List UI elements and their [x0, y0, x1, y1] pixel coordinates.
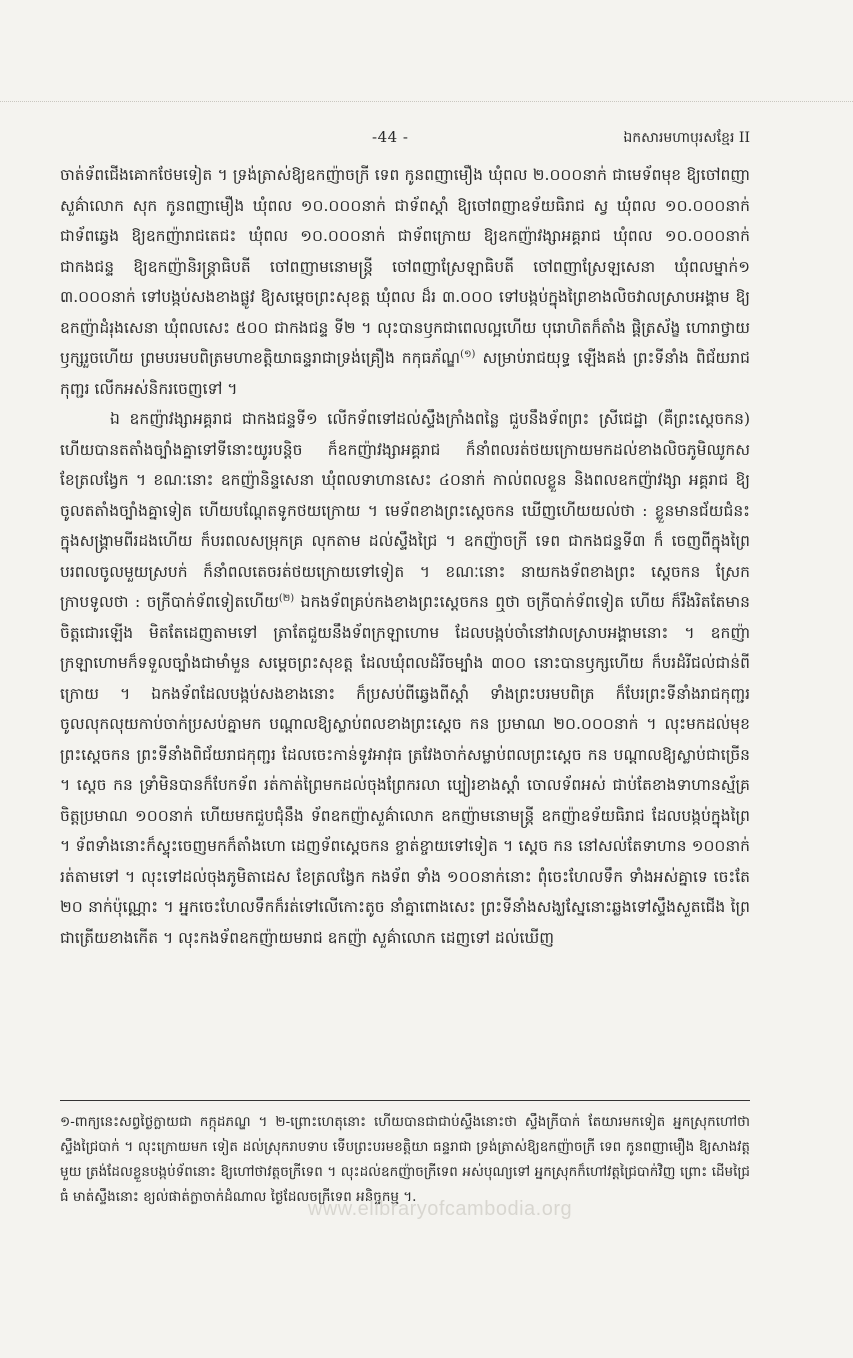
- footnote-ref-1: (១): [460, 348, 476, 360]
- footnote-text: ១-ពាក្យនេះសព្វថ្ងៃក្លាយជា កក្កុដភណ្ឌ ។ ២-ព្រោះហេតុនោះ ហើយបានជាជាប់ស្ទឹងនោះថា ស្ទឹងក្រីបាក់ តែយារមកទៀត អ្នកស្រុកហៅថា ស្ទឹងជ្រៃបាក់ ។ លុះក្រោយមក ទៀត ដល់ស្រុករាបទាប ទើបព្រះបរមខត្តិយា ធន្ទរាជា ទ្រង់ត្រាស់ឱ្យឧកញ៉ាចក្រី ទេព កូនពញាមឿង ឱ្យសាងវត្តមួយ ត្រង់ដែលខ្លួនបង្កប់ទ័ពនោះ ឱ្យហៅថាវត្តចក្រីទេព ។ លុះដល់ឧកញ៉ាចក្រីទេព អស់បុណ្យទៅ អ្នកស្រុកក៏ហៅវត្តជ្រៃបាក់វិញ ព្រោះ ដើមជ្រៃធំ មាត់ស្ទឹងនោះ ខ្យល់ផាត់ក្លាចាក់ដំណាល ថ្ងៃដែលចក្រីទេព អនិច្ចកម្ម ។.: [60, 1114, 750, 1205]
- main-body-text: [60, 160, 750, 953]
- footnotes: [60, 1110, 750, 1210]
- paragraph-1: [60, 160, 750, 404]
- footnote-ref-2: (២): [278, 592, 295, 604]
- paragraph-2-tail: ឯកងទ័ពគ្រប់កងខាងព្រះស្តេចកន ឮថា ចក្រីបាក់ទ័ពទៀត ហើយ ក៏រឹងរិតតែមានចិត្តជោរឡើង មិតតែដេញតាមទៅ ត្រាតែជួយនឹងទ័ពក្រឡាហោម ដែលបង្កប់ចាំនៅវាលស្រាបអង្គាមនោះ ។ ឧកញ៉ាក្រឡាហោមក៏ទទួលច្បាំងជាមាំមួន សម្តេចព្រះសុខត្ត ដែលឃុំពលដំរីចម្បាំង ៣០០ នោះបានឫក្សហើយ ក៏បរដំរីជល់ជាន់ពីក្រោយ ។ ឯកងទ័ពដែលបង្កប់សងខាងនោះ ក៏ប្រសប់ពីឆ្វេងពីស្តាំ ទាំងព្រះបរមបពិត្រ ក៏បែរព្រះទីនាំងរាជកុញ្ជរ ចូលលុកលុយកាប់ចាក់ប្រសប់គ្នាមក បណ្តាលឱ្យស្លាប់ពលខាងព្រះស្តេច កន ប្រមាណ ២០.០០០នាក់ ។ លុះមកដល់មុខព្រះស្តេចកន ព្រះទីនាំងពិជ័យរាជកុញ្ជរ ដែលចេះកាន់ទូវអាវុធ ត្រវែងចាក់សម្លាប់ពលព្រះស្តេច កន បណ្តាលឱ្យស្លាប់ជាច្រើន ។ ស្តេច កន ទ្រាំមិនបានក៏បែកទ័ព រត់កាត់ព្រៃមកដល់ចុងព្រែករលា ប្បៀរខាងស្តាំ ចោលទ័ពអស់ ជាប់តែខាងទាហានស្ម័គ្រចិត្តប្រមាណ ១០០នាក់ ហើយមកជួបជុំនឹង ទ័ពឧកញ៉ាសួគ៌ាលោក ឧកញ៉ាមនោមន្ត្រី ឧកញ៉ាឧទ័យធិរាជ ដែលបង្កប់ក្នុងព្រៃ ។ ទ័ពទាំងនោះក៏ស្ទុះចេញមកក៏តាំងហោ ដេញទ័ពស្តេចកន ខ្ចាត់ខ្ចាយទៅទៀត ។ ស្តេច កន នៅសល់តែទាហាន ១០០នាក់ រត់តាមទៅ ។ លុះទៅដល់ចុងភូមិតាដេស ខែត្រលង្វែក កងទ័ព ទាំង ១០០នាក់នោះ ពុំចេះហែលទឹក ទាំងអស់គ្នាទេ ចេះតែ ២០ នាក់ប៉ុណ្ណោះ ។ អ្នកចេះហែលទឹកក៏រត់ទៅលើកោះតូច នាំគ្នាពោងសេះ ព្រះទីនាំងសង្ឃស្នែនោះឆ្លងទៅស្ទឹងសួតជើង ព្រៃជាត្រើយខាងកើត ។ លុះកងទ័ពឧកញ៉ាយមរាជ ឧកញ៉ា សួគ៌ាលោក ដេញទៅ ដល់ឃើញ: [60, 593, 750, 947]
- paragraph-2-text: ឯ ឧកញ៉ាវង្សាអគ្គរាជ ជាកងជន្ទទី១ លើកទ័ពទៅដល់ស្ទឹងក្រាំងពន្លៃ ជួបនឹងទ័ពព្រះ ស្រីជេដ្ឋា (គឺព្រះស្តេចកន) ហើយបានតតាំងច្បាំងគ្នាទៅទីនោះយូរបន្តិច ក៏ឧកញ៉ាវង្សាអគ្គរាជ ក៏នាំពលរត់ថយក្រោយមកដល់ខាងលិចភូមិឈូកស ខែត្រលង្វែក ។ ខណៈនោះ ឧកញ៉ានិន្ទសេនា ឃុំពលទាហានសេះ ៤០នាក់ កាល់ពលខ្លួន និងពលឧកញ៉ាវង្សា អគ្គរាជ ឱ្យចូលតតាំងច្បាំងគ្នាទៀត ហើយបណ្តែតទូកថយក្រោយ ។ មេទ័ពខាងព្រះស្តេចកន ឃើញហើយយល់ថា : ខ្លួនមានជ័យជំនះក្នុងសង្គ្រាមពីរដងហើយ ក៏បរពលសម្រុកគ្រ លុកតាម ដល់ស្ទឹងជ្រៃ ។ ឧកញ៉ាចក្រី ទេព ជាកងជន្ទទី៣ ក៏ ចេញពីក្នុងព្រៃ បរពលចូលមួយស្របក់ ក៏នាំពលតេចរត់ថយក្រោយទៅទៀត ។ ខណៈនោះ នាយកងទ័ពខាងព្រះ ស្តេចកន ស្រែកក្រាបទូលថា : ចក្រីបាក់ទ័ពទៀតហើយ: [60, 410, 750, 611]
- paragraph-2: [60, 404, 750, 953]
- watermark: www.elibraryofcambodia.org: [307, 1198, 573, 1220]
- running-title: ឯកសារមហាបុរសខ្មែរ II: [623, 130, 750, 146]
- paragraph-1-text: ចាត់ទ័ពជើងគោកថែមទៀត ។ ទ្រង់ត្រាស់ឱ្យឧកញ៉ាចក្រី ទេព កូនពញាមឿង ឃុំពល ២.០០០នាក់ ជាមេទ័ពមុខ ឱ្យចៅពញាសួគ៌ាលោក សុក កូនពញាមឿង ឃុំពល ១០.០០០នាក់ ជាទ័ពស្តាំ ឱ្យចៅពញាឧទ័យធិរាជ ស្វ ឃុំពល ១០.០០០នាក់ជាទ័ពឆ្វេង ឱ្យឧកញ៉ារាជតេជះ ឃុំពល ១០.០០០នាក់ ជាទ័ពក្រោយ ឱ្យឧកញ៉ាវង្សាអគ្គរាជ ឃុំពល ១០.០០០នាក់ ជាកងជន្ទ ឱ្យឧកញ៉ានិរន្ត្រាធិបតី ចៅពញាមនោមន្ត្រី ចៅពញាស្រែឡាធិបតី ចៅពញាស្រែឡសេនា ឃុំពលម្នាក់១ ៣.០០០នាក់ ទៅបង្កប់សងខាងផ្លូវ ឱ្យសម្តេចព្រះសុខត្ត ឃុំពល ដ៏រ ៣.០០០ ទៅបង្កប់ក្នុងព្រៃខាងលិចវាលស្រាបអង្គាម ឱ្យឧកញ៉ាដំរុងសេនា ឃុំពលសេះ ៥០០ ជាកងជន្ទ ទី២ ។ លុះបានឫកជាពេលល្អហើយ បុរោហិតក៏តាំង ផ្តិត្រស័ង្ខ ហោរាថ្វាយឫក្សរួចហើយ ព្រមបរមបពិត្រមហាខត្តិយាធន្ទរាជាទ្រង់គ្រឿង កកុធភ័ណ្ឌ: [60, 166, 750, 367]
- page-number: -44 -: [372, 128, 409, 146]
- scan-edge-line: [0, 101, 853, 102]
- footnote-divider: [60, 1100, 750, 1101]
- paragraph-1-tail: សម្រាប់រាជយុទ្ធ ឡើងគង់ ព្រះទីនាំង ពិជ័យរាជកុញ្ជរ លើកអស់និករចេញទៅ ។: [60, 349, 750, 398]
- page-header: [60, 128, 750, 152]
